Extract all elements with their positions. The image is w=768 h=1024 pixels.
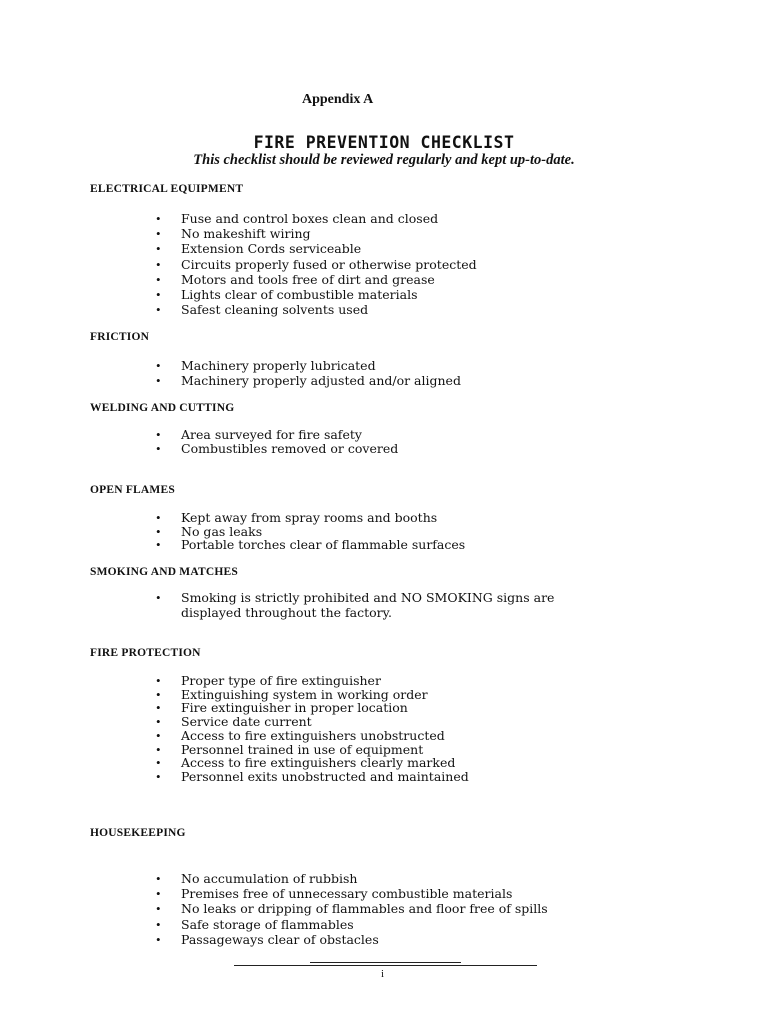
list-item: • Area surveyed for fire safety: [155, 428, 398, 442]
section-heading-smoking: SMOKING AND MATCHES: [90, 566, 238, 578]
list-item: • Safe storage of flammables: [155, 917, 548, 932]
list-item: • Machinery properly adjusted and/or aligned: [155, 373, 461, 388]
list-item: • Access to fire extinguishers clearly marked: [155, 756, 469, 770]
list-item: • Access to fire extinguishers unobstructed: [155, 729, 469, 743]
list-item: • Premises free of unnecessary combustible materials: [155, 886, 548, 901]
list-item: • Proper type of fire extinguisher: [155, 674, 469, 688]
list-item: • Service date current: [155, 715, 469, 729]
list-item: • Portable torches clear of flammable surfaces: [155, 538, 465, 552]
list-housekeeping: [155, 871, 548, 947]
list-item: • No gas leaks: [155, 525, 465, 539]
list-item: • Combustibles removed or covered: [155, 442, 398, 456]
section-heading-housekeeping: HOUSEKEEPING: [90, 827, 186, 839]
list-item: • No leaks or dripping of flammables and floor free of spills: [155, 901, 548, 916]
section-heading-open-flames: OPEN FLAMES: [90, 484, 175, 496]
footer-rule-long: [234, 965, 537, 966]
list-welding: [155, 428, 398, 455]
list-item: • Extension Cords serviceable: [155, 241, 477, 256]
list-item: • Personnel trained in use of equipment: [155, 743, 469, 757]
list-fire-protection: [155, 674, 469, 784]
footer-rule-short: [310, 962, 461, 963]
list-item: • Fuse and control boxes clean and closed: [155, 211, 477, 226]
page-number: i: [381, 968, 385, 980]
list-item: • Extinguishing system in working order: [155, 688, 469, 702]
list-item: • Smoking is strictly prohibited and NO SMOKING signs are displayed throughout the factory.: [155, 591, 581, 620]
list-smoking: [155, 591, 581, 620]
list-item: • Lights clear of combustible materials: [155, 287, 477, 302]
list-friction: [155, 358, 461, 388]
list-item: • No makeshift wiring: [155, 226, 477, 241]
section-heading-friction: FRICTION: [90, 331, 150, 343]
section-heading-welding: WELDING AND CUTTING: [90, 402, 235, 414]
list-open-flames: [155, 511, 465, 552]
list-item: • Circuits properly fused or otherwise protected: [155, 257, 477, 272]
list-item: • Fire extinguisher in proper location: [155, 701, 469, 715]
list-item: • Machinery properly lubricated: [155, 358, 461, 373]
list-electrical: [155, 211, 477, 317]
list-item: • Kept away from spray rooms and booths: [155, 511, 465, 525]
section-heading-fire-protection: FIRE PROTECTION: [90, 647, 201, 659]
list-item: • No accumulation of rubbish: [155, 871, 548, 886]
list-item: • Safest cleaning solvents used: [155, 302, 477, 317]
list-item: • Motors and tools free of dirt and grease: [155, 272, 477, 287]
appendix-label: Appendix A: [302, 92, 374, 107]
section-heading-electrical: ELECTRICAL EQUIPMENT: [90, 183, 244, 195]
page-title: FIRE PREVENTION CHECKLIST: [253, 133, 515, 152]
list-item: • Passageways clear of obstacles: [155, 932, 548, 947]
list-item: • Personnel exits unobstructed and maintained: [155, 770, 469, 784]
page-subtitle: This checklist should be reviewed regularly and kept up-to-date.: [193, 152, 575, 168]
